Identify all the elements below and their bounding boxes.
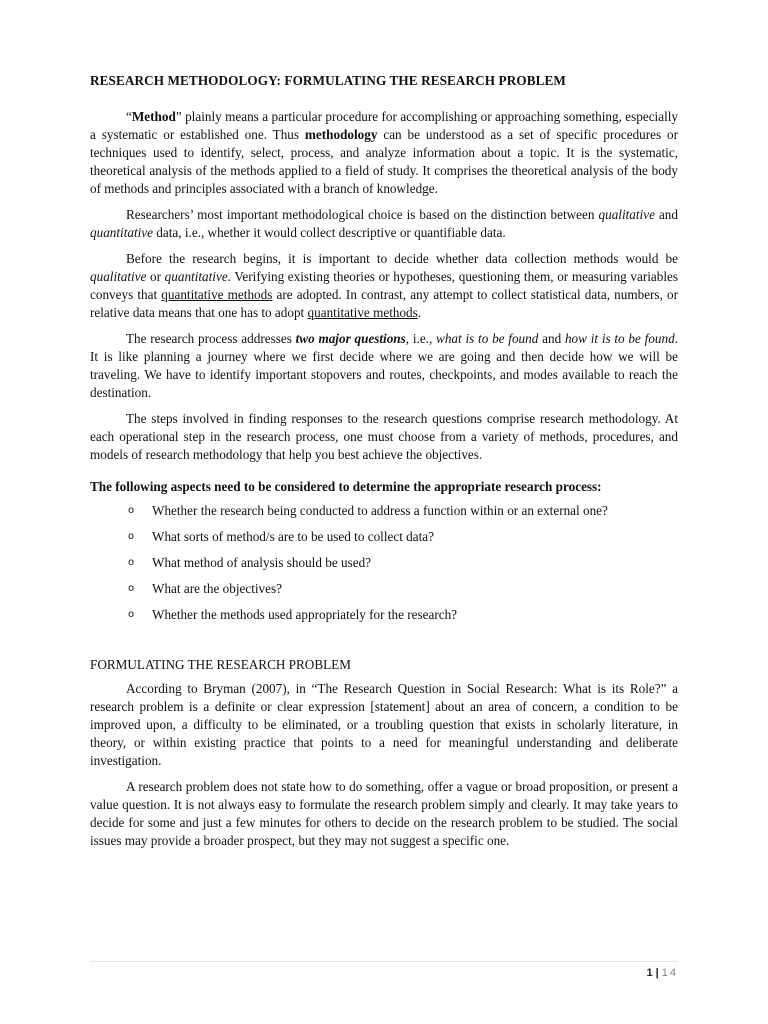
list-item xyxy=(128,528,678,546)
page-total: 14 xyxy=(661,967,678,979)
paragraph-text: , i.e., xyxy=(405,331,437,346)
paragraph-research-problem: A research problem does not state how to do something, offer a vague or broad proposition, or present a value question. It is not always easy to formulate the research problem simply and clearly. It may take years to decide for some and just a few minutes for others to decide on the research problem to be studied. The social issues may provide a broader prospect, but they may not suggest a specific one. xyxy=(90,779,678,848)
paragraph-text: or xyxy=(146,269,165,284)
paragraph-steps: The steps involved in finding responses to the research questions comprise research methodology. At each operational step in the research process, one must choose from a variety of methods, procedures, and models of research methodology that help you best achieve the objectives. xyxy=(90,411,678,462)
term-methodology: methodology xyxy=(304,127,378,142)
page-footer xyxy=(647,964,678,982)
paragraph-data-collection xyxy=(90,250,678,322)
paragraph-method-definition xyxy=(90,108,678,198)
bullet-icon: o xyxy=(128,531,135,542)
list-item xyxy=(128,580,678,598)
paragraph-text: ” plainly means a particular procedure for accomplishing or approaching something, especially a systematic or established one. Thus xyxy=(90,109,678,142)
term-quantitative: quantitative xyxy=(90,225,153,240)
list-item xyxy=(128,554,678,572)
paragraph-text: Researchers’ most important methodological choice is based on the distinction between xyxy=(126,207,599,222)
paragraph-text: are adopted. In contrast, any attempt to collect statistical data, numbers, or relative data means that one has to adopt xyxy=(90,287,678,320)
list-item-text: What are the objectives? xyxy=(152,581,282,596)
footer-divider xyxy=(90,961,678,962)
aspects-list xyxy=(90,502,678,624)
list-item-text: What method of analysis should be used? xyxy=(152,555,372,570)
bullet-icon: o xyxy=(128,505,135,516)
paragraph-text: . Verifying existing theories or hypotheses, questioning them, or measuring variables conveys that xyxy=(90,269,678,302)
paragraph-text: and xyxy=(654,207,678,222)
open-quote: “ xyxy=(126,109,132,124)
page-number: 1 xyxy=(646,967,653,979)
term-two-major-questions: two major questions xyxy=(295,331,406,346)
list-item-text: Whether the research being conducted to address a function within or an external one? xyxy=(152,503,608,518)
paragraph-text: The research process addresses xyxy=(126,331,296,346)
paragraph-text: Before the research begins, it is important to decide whether data collection methods would be xyxy=(126,251,678,266)
term-qualitative: qualitative xyxy=(598,207,655,222)
link-quantitative-methods[interactable]: quantitative methods xyxy=(307,305,418,320)
term-what-to-be-found: what is to be found xyxy=(436,331,539,346)
paragraph-text: can be understood as a set of specific procedures or techniques used to identify, select, process, and analyze information about a topic. It is the systematic, theoretical analysis of the methods applied to a field of study. It comprises the theoretical analysis of the body of methods and principles associated with a branch of knowledge. xyxy=(90,127,679,196)
list-item xyxy=(128,502,678,520)
paragraph-text: . xyxy=(417,305,422,320)
bullet-icon: o xyxy=(128,609,135,620)
paragraph-qualitative-quantitative xyxy=(90,206,678,242)
section-heading: FORMULATING THE RESEARCH PROBLEM xyxy=(90,657,351,672)
aspects-heading: The following aspects need to be considered to determine the appropriate research process: xyxy=(90,479,602,494)
document-page xyxy=(90,72,678,858)
list-item-text: Whether the methods used appropriately for the research? xyxy=(152,607,458,622)
paragraph-bryman: According to Bryman (2007), in “The Research Question in Social Research: What is its Role?” a research problem is a definite or clear expression [statement] about an area of concern, a condition to be improved upon, a difficulty to be eliminated, or a troubling question that exists in scholarly literature, in theory, or within existing practice that points to a need for meaningful understanding and deliberate investigation. xyxy=(90,681,678,768)
bullet-icon: o xyxy=(128,583,135,594)
list-item-text: What sorts of method/s are to be used to collect data? xyxy=(152,529,434,544)
term-qualitative: qualitative xyxy=(90,269,147,284)
paragraph-text: and xyxy=(538,331,565,346)
paragraph-text: data, i.e., whether it would collect descriptive or quantifiable data. xyxy=(153,225,506,240)
page-separator: | xyxy=(655,967,659,979)
paragraph-text: . It is like planning a journey where we first decide where we are going and then decide how we will be traveling. We have to identify important stopovers and routes, checkpoints, and modes available to reach the destination. xyxy=(90,331,678,400)
term-how-to-be-found: how it is to be found xyxy=(564,331,675,346)
document-title: RESEARCH METHODOLOGY: FORMULATING THE RESEARCH PROBLEM xyxy=(90,73,566,88)
bullet-icon: o xyxy=(128,557,135,568)
term-method: Method xyxy=(131,109,176,124)
term-quantitative: quantitative xyxy=(164,269,228,284)
list-item xyxy=(128,606,678,624)
paragraph-research-process xyxy=(90,330,678,402)
link-quantitative-methods[interactable]: quantitative methods xyxy=(161,287,273,302)
